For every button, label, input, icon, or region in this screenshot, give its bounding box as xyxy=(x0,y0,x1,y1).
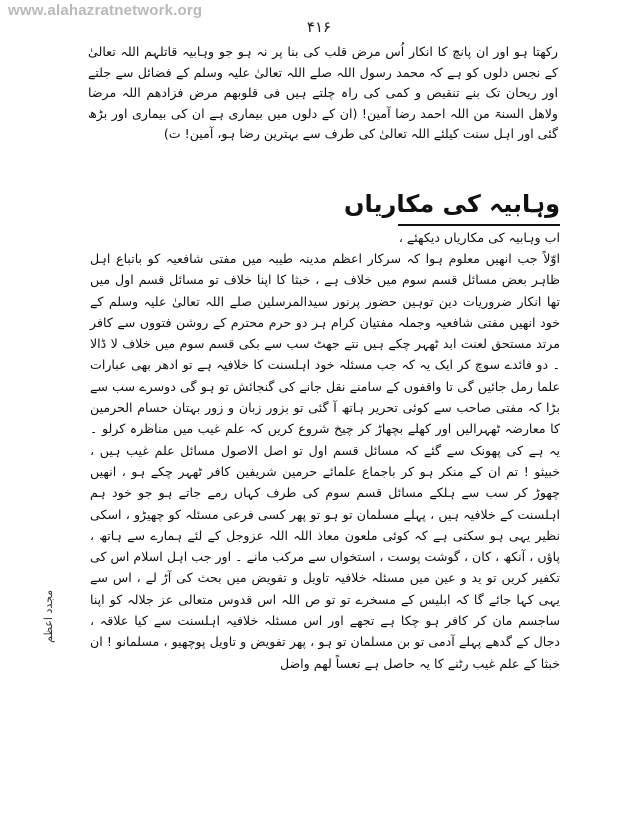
section-heading-underline xyxy=(398,224,560,226)
intro-paragraph: رکھتا ہو اور ان پانچ کا انکار اُس مرض قلب کی بنا پر نہ ہو جو وہابیہ قاتلہم اللہ تعالیٰ کے نجس دلوں کو ہے کہ محمد رسول اللہ صلے اللہ تعالیٰ علیہ وسلم کے فضائل سے جلتے اور ریحان تک بنے تنقیص و کمی کی راہ چلتے ہیں فی قلوبھم مرض فزادھم اللہ مرضا ولاھل السنۃ من اللہ احمد رضا آمین! (ان کے دلوں میں بیماری ہے ان کی بیماری اور بڑھ گئی اور اہل سنت کیلئے اللہ تعالیٰ کی طرف سے بہترین رضا ہو، آمین! ت) xyxy=(88,44,558,141)
margin-note: مجدد اعظم xyxy=(42,589,55,643)
page-number: ۴۱۶ xyxy=(306,18,332,36)
watermark: www.alahazratnetwork.org xyxy=(8,2,203,19)
section-heading: وہابیہ کی مکاریاں xyxy=(344,190,560,218)
body-paragraph: اوّلاً جب انھیں معلوم ہوا کہ سرکار اعظم مدینہ طیبہ میں مفتی شافعیہ کو باتباع اہل ظاہر بعض مسائل قسم سوم میں خلاف ہے ، خبثا کا اپنا خلاف تو مسائل قسم اول میں تھا انکار ضروریات دین توہین حضور پرنور سیدالمرسلین صلے اللہ تعالیٰ علیہ وسلم کے خود انھیں مفتی شافعیہ وجملہ مفتیان کرام ہر دو حرم محترم کے روشن فتووں سے کافر مرتد مستحق لعنت ابد ٹھہر چکے ہیں نتے جھٹ سب سے بکی قسم سوم میں خلاف لا ڈالا ۔ دو فائدے سوچ کر ایک یہ کہ جب مسئلہ خود اہلسنت کا خلافیہ ہے تو ادھر بھی عبارات علما رمل جائیں گی تا واقفوں کے سامنے نقل جانے کی گنجائش تو ہو گی دوسرے سب سے بڑا کہ مفتی صاحب سے کوئی تحریر ہاتھ آ گئی تو بزور زبان و زور بہتان حسام الحرمین کا معارضہ ٹھہرالیں اور کھلے بچھاڑ کر چیخ شروع کریں کہ علم غیب میں مناظرہ کرلو ۔ یہ ہے کی پھونک سے گئے کہ مسائل قسم اول تو اصل الاصول مسائل علم غیب ہیں ، خبیثو ! تم ان کے منکر ہو کر باجماع علمائے حرمین شریفین کافر ٹھہر چکے ہو ، انھیں چھوڑ کر سب سے ہلکے مسائل قسم سوم کی طرف کہاں رمے جاتے ہو جو خود ہم اہلسنت کے خلافیہ ہیں ، پہلے مسلمان تو ہو تو پھر کسی فرعی مسئلہ کو چھیڑو ، اسکی نظیر یہی ہو سکتی ہے کہ کوئی ملعون معاذ اللہ اللہ عزوجل کے لئے ہمارے سے ہاتھ ، پاؤں ، آنکھ ، کان ، گوشت پوست ، استخواں سے مرکب مانے ۔ اور جب اہل اسلام اس کی تکفیر کریں تو ید و عین میں مسئلہ خلافیہ تاویل و تفویض میں بحث کی آڑ لے ، اس سے یہی کہا جائے گا کہ ابلیس کے مسخرے تو تو ص اللہ اس قدوس متعالی عز جلالہ کو اپنا ساجسم مان کر کافر ہو چکا ہے تجھے اور اس مسئلہ خلافیہ اہلسنت سے کیا علاقہ ، دجال کے گدھے پہلے آدمی تو بن مسلمان تو ہو ، پھر تفویض و تاویل پوچھیو ، مسلمانو ! ان خبثا کے علم غیب رٹنے کا یہ حاصل ہے تعساً لھم واضل xyxy=(90,251,560,671)
lead-line: اب وہابیہ کی مکاریاں دیکھئے ، xyxy=(398,230,560,245)
